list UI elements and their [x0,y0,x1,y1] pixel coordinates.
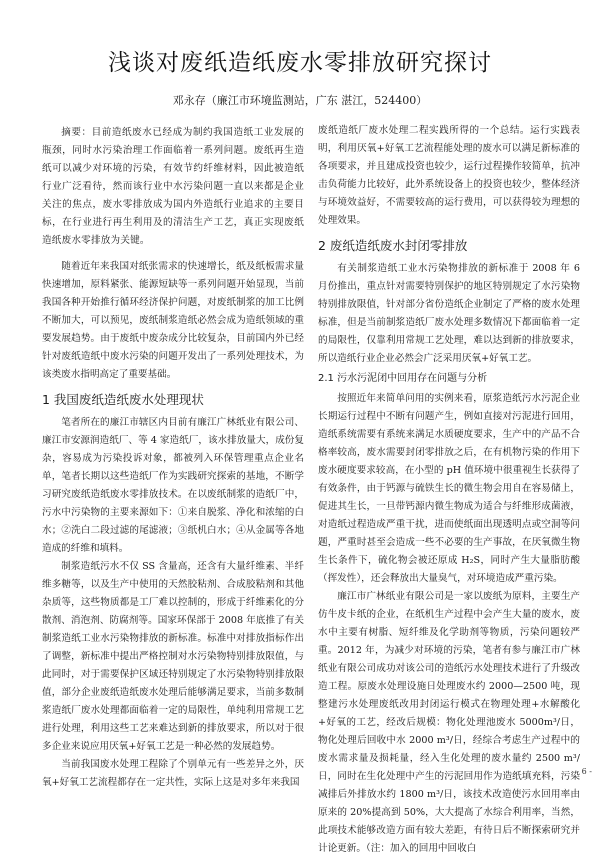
section-2-1-heading: 2.1 污水污泥闭中回用存在问题与分析 [318,373,488,384]
page-marker: - 6 - [576,767,592,776]
section-2-paragraph-1: 有关制浆造纸工业水污染物排放的新标准于 2008 年 6 月份推出，重点针对需要特别保护的地区特别规定了水污染物特别排放限值，针对部分省份造纸企业制定了严格的废水处理标准，但是当前制浆造纸厂废水处理多数情况下都面临着一定的局限性，仅靠利用常规工艺处理，难以达到新的排放要求，所以造纸行业企业必然会广泛采用厌氧+好氧工艺。 [318,263,580,364]
intro-paragraph: 随着近年来我国对纸张需求的快速增长，纸及纸板需求量快速增加，原料紧张、能源短缺等一系列问题开始显现，当前我国各种开始推行循环经济保护问题，对废纸制浆的加工比例不断加大，可以预见，废纸制浆造纸必然会成为造纸领域的重要发展趋势。由于废纸中废杂成分比较复杂，目前国内外已经针对废纸造纸中废水污染的问题开发出了一系列处理技术，为该类废水指明高定了重要基础。 [42,261,304,380]
section-2-1-paragraph-1: 按照近年来简单问用的实例来看，原浆造纸污水污泥企业长期运行过程中不断有问题产生，例如直接对污泥进行回用，造纸系统需要有系统来满足水质硬度要求，生产中的产品不合格率较高，废水需要封闭零排放之后，在有机物污染的作用下废水硬度要求较高，在小型的 pH 值环境中很重视生长获得了有效条件，由于钙源与硫铁生长的微生物会用自在容易储上，促进其生长，一旦带钙源内微生物成为适合与纤维形成菌液，对造纸过程造成严重干扰，进而使纸面出现透明点或空洞等问题，严重时甚至会造成一些不必要的生产事故，在厌氧微生物生长条件下，硫化物会被还原成 H₂S，同时产生大量脂肪酸（挥发性），还会释放出大量臭气，对环境造成严重污染。 [318,393,580,584]
section-2-heading: 2 废纸造纸废水封闭零排放 [318,238,468,253]
section-1-paragraph-1: 笔者所在的廉江市辖区内目前有廉江广林纸业有限公司、廉江市安源润造纸厂、等 4 家造纸厂，该水排放量大，成份复杂，容易成为污染投诉对象，都被列入环保管理重点企业名单，笔者长期以这些造纸厂作为实践研究探索的基地，不断学习研究废纸造纸废水零排放技术。在以废纸制浆的造纸厂中，污水中污染物的主要来源如下：①来自脱浆、净化和浓缩的白水；②洗白二段过滤的尾滤液；③纸机白水；④从金属等各地造成的纤维和填料。 [42,417,304,554]
abstract-paragraph: 摘要：目前造纸废水已经成为制约我国造纸工业发展的瓶颈，同时水污染治理工作面临着一系列问题。废纸再生造纸可以减少对环境的污染，有效节约纤维材料，因此被造纸行业广泛看待，然而该行业中水污染问题一直以来都是企业关注的焦点，废水零排放成为国内外造纸行业追求的主要目标，在行业进行再生利用及的清洁生产工艺，真正实现废纸造纸废水零排放为关键。 [42,127,304,246]
paper-title: 浅谈对废纸造纸废水零排放研究探讨 [108,50,492,76]
section-1-paragraph-2: 制浆造纸污水不仅 SS 含量高，还含有大量纤维素、半纤维多糖等，以及生产中使用的天然胶粘剂、合成胶粘剂和其他杂质等，这些物质都是工厂难以控制的，形成于纤维素化的分散剂、消泡剂、防腐剂等。国家环保部于 2008 年底推了有关制浆造纸工业水污染物排放的新标准。标准中对排放指标作出了调整，新标准中提出严格控制对水污染物特别排放限值，与此同时，对于需要保护区域还特别规定了水污染物特别排放限值，部分企业废纸造纸废水处理后能够满足要求，当前多数制浆造纸厂废水处理都面临着一定的局限性，单纯利用常规工艺进行处理，利用这些工艺来难达到新的排放要求，所以对于很多企业来说应用厌氧+好氧工艺是一种必然的发展趋势。 [42,561,304,752]
section-1-paragraph-3: 当前我国废水处理工程除了个别单元有一些差异之外，厌氧+好氧工艺流程都存在一定共性，实际上这是对多年来我国 [42,759,304,788]
left-column [42,124,304,788]
continuation-paragraph: 废纸造纸厂废水处理二程实践所得的一个总结。运行实践表明，利用厌氧+好氧工艺流程能处理的废水可以满足新标准的各项要求，并且建成投资也较少，运行过程操作较简单，抗冲击负荷能力比较好，此外系统设备上的投资也较少，整体经济与环境效益好，不需要较高的运行费用，可以获得较为理想的处理效果。 [318,125,580,226]
section-1-heading: 1 我国废纸造纸废水处理现状 [42,392,204,407]
right-column [318,122,580,854]
author-byline: 邓永存（廉江市环境监测站，广东 湛江，524400） [172,94,428,107]
company-case-paragraph: 廉江市广林纸业有限公司是一家以废纸为原料，主要生产仿牛皮卡纸的企业，在纸机生产过程中会产生大量的废水，废水中主要有树脂、短纤维及化学助剂等物质，污染问题较严重。2012 年，为减少对环境的污染，笔者有参与廉江市广林纸业有限公司成功对该公司的造纸污水处理技术进行了升级改造工程。原废水处理设施日处理废水约 2000—2500 吨，现整建污水处理废纸改用封闭运行模式在物理处理+水解酸化+好氧的工艺，经改后规模：物化处理池废水 5000m³/日，物化处理后回收中水 2000 m³/日，经综合考虑生产过程中的废水需求量及损耗量，经入生化处理的废水量约 2500 m³/日，同时在生化处理中产生的污泥回用作为造纸填充料，污染减排后外排放水约 1800 m³/日，该技术改造使污水回用率由原来的 20%提高到 50%，大大提高了水综合利用率，当然，此项技术能够改造方面有较大差距，有待日后不断探索研究并计论更新。（注：加入的回用中回收白 [318,591,580,854]
